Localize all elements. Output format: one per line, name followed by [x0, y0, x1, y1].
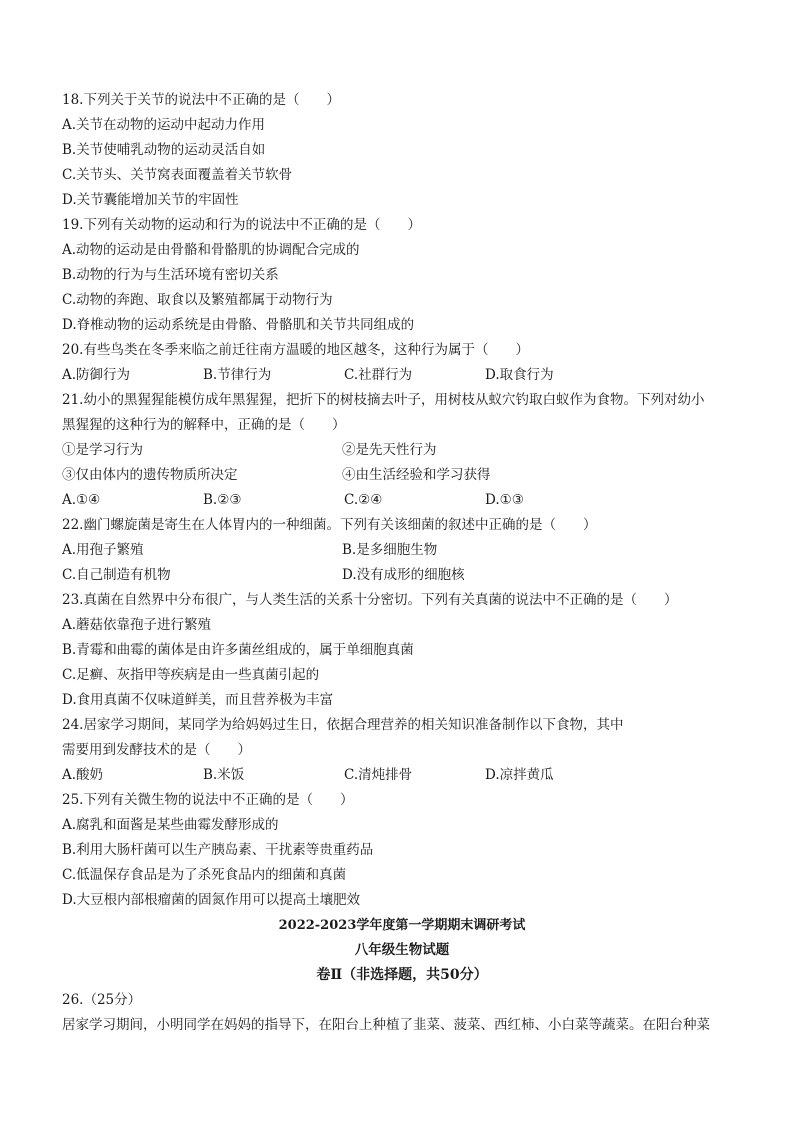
q24-option-c: C.清炖排骨 [344, 767, 413, 783]
exam-title: 2022-2023学年度第一学期期末调研考试 [278, 918, 526, 933]
q21-stem-line1: 21.幼小的黑猩猩能模仿成年黑猩猩，把折下的树枝摘去叶子，用树枝从蚁穴钓取白蚁作为食物。下列对幼小 [62, 392, 705, 408]
q22-options-row1 [62, 538, 742, 563]
q23-option-d: D.食用真菌不仅味道鲜美，而且营养极为丰富 [62, 692, 334, 708]
q23-option-c: C.足癣、灰指甲等疾病是由一些真菌引起的 [62, 667, 320, 683]
q23-option-a: A.蘑菇依靠孢子进行繁殖 [62, 617, 212, 633]
q20-stem: 20.有些鸟类在冬季来临之前迁往南方温暖的地区越冬，这种行为属于（ ） [62, 342, 529, 358]
q25-option-b: B.利用大肠杆菌可以生产胰岛素、干扰素等贵重药品 [62, 842, 374, 858]
q24-stem-line2: 需要用到发酵技术的是（ ） [62, 742, 251, 758]
q19-stem: 19.下列有关动物的运动和行为的说法中不正确的是（ ） [62, 217, 421, 233]
q21-option-d: D.①③ [485, 492, 524, 508]
q18-option-c: C.关节头、关节窝表面覆盖着关节软骨 [62, 167, 293, 183]
q21-statement-2: ②是先天性行为 [342, 442, 437, 458]
q21-option-b: B.②③ [203, 492, 242, 508]
q22-stem: 22.幽门螺旋菌是寄生在人体胃内的一种细菌。下列有关该细菌的叙述中正确的是（ ） [62, 517, 597, 533]
part-title: 卷Ⅱ（非选择题，共50分） [316, 967, 488, 983]
q24-stem-line1: 24.居家学习期间，某同学为给妈妈过生日，依据合理营养的相关知识准备制作以下食物，其中 [62, 717, 624, 733]
q20-option-b: B.节律行为 [203, 367, 272, 383]
q24-option-d: D.凉拌黄瓜 [485, 767, 554, 783]
q18-option-b: B.关节使哺乳动物的运动灵活自如 [62, 142, 266, 158]
subject-title: 八年级生物试题 [354, 942, 450, 958]
q23-stem: 23.真菌在自然界中分布很广，与人类生活的关系十分密切。下列有关真菌的说法中不正确的是（ ） [62, 592, 678, 608]
q21-statement-4: ④由生活经验和学习获得 [342, 467, 491, 483]
q25-option-a: A.腐乳和面酱是某些曲霉发酵形成的 [62, 817, 279, 833]
q22-option-a: A.用孢子繁殖 [62, 542, 144, 558]
q20-option-c: C.社群行为 [344, 367, 413, 383]
q20-option-a: A.防御行为 [62, 367, 131, 383]
q22-option-b: B.是多细胞生物 [342, 542, 438, 558]
q22-option-c: C.自己制造有机物 [62, 567, 171, 583]
q18-option-a: A.关节在动物的运动中起动力作用 [62, 117, 266, 133]
q21-options [62, 488, 742, 513]
q20-option-d: D.取食行为 [485, 367, 554, 383]
q23-option-b: B.青霉和曲霉的菌体是由许多菌丝组成的，属于单细胞真菌 [62, 642, 414, 658]
q26-label: 26.（25分） [62, 992, 142, 1008]
q24-options [62, 763, 742, 788]
q24-option-b: B.米饭 [203, 767, 245, 783]
q21-statements-row2 [62, 463, 742, 488]
q18-option-d: D.关节囊能增加关节的牢固性 [62, 192, 239, 208]
q21-statements-row1 [62, 438, 742, 463]
q25-stem: 25.下列有关微生物的说法中不正确的是（ ） [62, 792, 354, 808]
q21-statement-3: ③仅由体内的遗传物质所决定 [62, 467, 238, 483]
q19-option-b: B.动物的行为与生活环境有密切关系 [62, 267, 279, 283]
q24-option-a: A.酸奶 [62, 767, 104, 783]
q21-stem-line2: 黑猩猩的这种行为的解释中，正确的是（ ） [62, 417, 346, 433]
q25-option-d: D.大豆根内部根瘤菌的固氮作用可以提高土壤肥效 [62, 892, 361, 908]
q21-statement-1: ①是学习行为 [62, 442, 143, 458]
exam-content [62, 88, 742, 1038]
q26-text-line1: 居家学习期间，小明同学在妈妈的指导下，在阳台上种植了韭菜、菠菜、西红柿、小白菜等蔬菜。在阳台种菜 [62, 1017, 710, 1033]
q19-option-c: C.动物的奔跑、取食以及繁殖都属于动物行为 [62, 292, 333, 308]
q22-option-d: D.没有成形的细胞核 [342, 567, 465, 583]
q21-option-a: A.①④ [62, 492, 101, 508]
q20-options [62, 363, 742, 388]
q22-options-row2 [62, 563, 742, 588]
q19-option-d: D.脊椎动物的运动系统是由骨骼、骨骼肌和关节共同组成的 [62, 317, 415, 333]
q18-stem: 18.下列关于关节的说法中不正确的是（ ） [62, 92, 340, 108]
q21-option-c: C.②④ [344, 492, 383, 508]
q19-option-a: A.动物的运动是由骨骼和骨骼肌的协调配合完成的 [62, 242, 360, 258]
q25-option-c: C.低温保存食品是为了杀死食品内的细菌和真菌 [62, 867, 347, 883]
